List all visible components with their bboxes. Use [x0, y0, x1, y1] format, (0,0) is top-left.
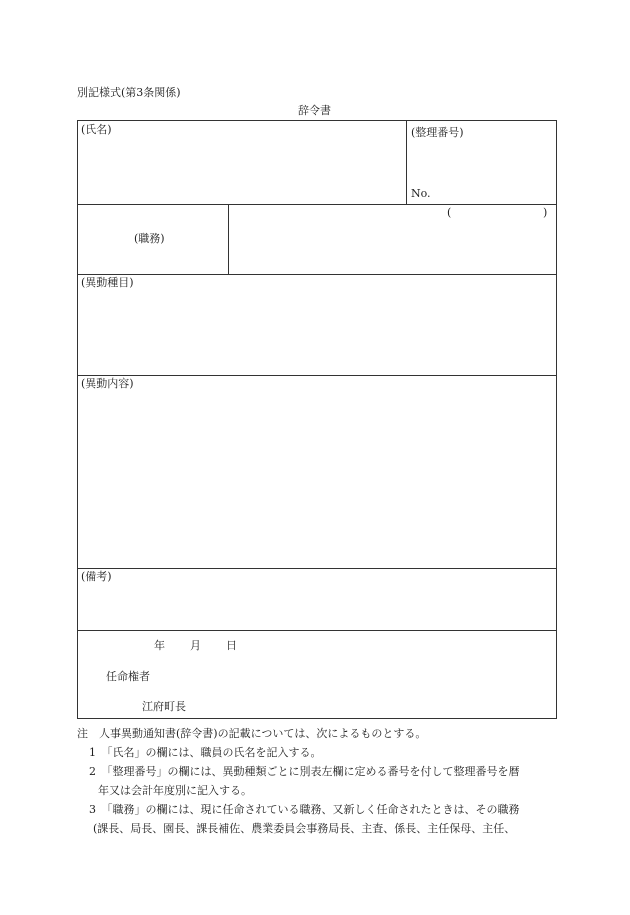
transfer-type-label: (異動種目) [81, 276, 134, 289]
note-item-3-line-1: 3 「職務」の欄には、現に任命されている職務、又新しく任命されたときは、その職務 [89, 803, 520, 816]
note-item-1: 1 「氏名」の欄には、職員の氏名を記入する。 [89, 746, 322, 759]
transfer-content-label: (異動内容) [81, 377, 134, 390]
appointment-form-table [77, 120, 557, 719]
date-day: 日 [226, 639, 237, 652]
form-reference: 別記様式(第3条関係) [77, 86, 181, 99]
column-divider [228, 204, 229, 274]
page-title: 辞令書 [298, 104, 331, 117]
paren-close: ) [543, 206, 548, 219]
remarks-label: (備考) [81, 570, 112, 583]
appointer-name: 江府町長 [142, 700, 186, 713]
column-divider [406, 121, 407, 204]
duty-label: (職務) [134, 232, 165, 245]
appointer-label: 任命権者 [106, 670, 150, 683]
note-item-2-line-2: 年又は会計年度別に記入する。 [98, 784, 252, 797]
row-divider [78, 630, 556, 631]
note-item-2-line-1: 2 「整理番号」の欄には、異動種類ごとに別表左欄に定める番号を付して整理番号を暦 [89, 765, 520, 778]
row-divider [78, 568, 556, 569]
date-month: 月 [190, 639, 201, 652]
name-field-label: (氏名) [81, 123, 112, 136]
row-divider [78, 274, 556, 275]
note-item-3-line-2: (課長、局長、園長、課長補佐、農業委員会事務局長、主査、係長、主任保母、主任、 [93, 822, 516, 835]
reference-number-label: (整理番号) [411, 126, 464, 139]
row-divider [78, 375, 556, 376]
row-divider [78, 204, 556, 205]
number-prefix-label: No. [411, 187, 431, 200]
date-year: 年 [154, 639, 165, 652]
paren-open: ( [447, 206, 452, 219]
notes-intro: 注 人事異動通知書(辞令書)の記載については、次によるものとする。 [77, 727, 427, 740]
